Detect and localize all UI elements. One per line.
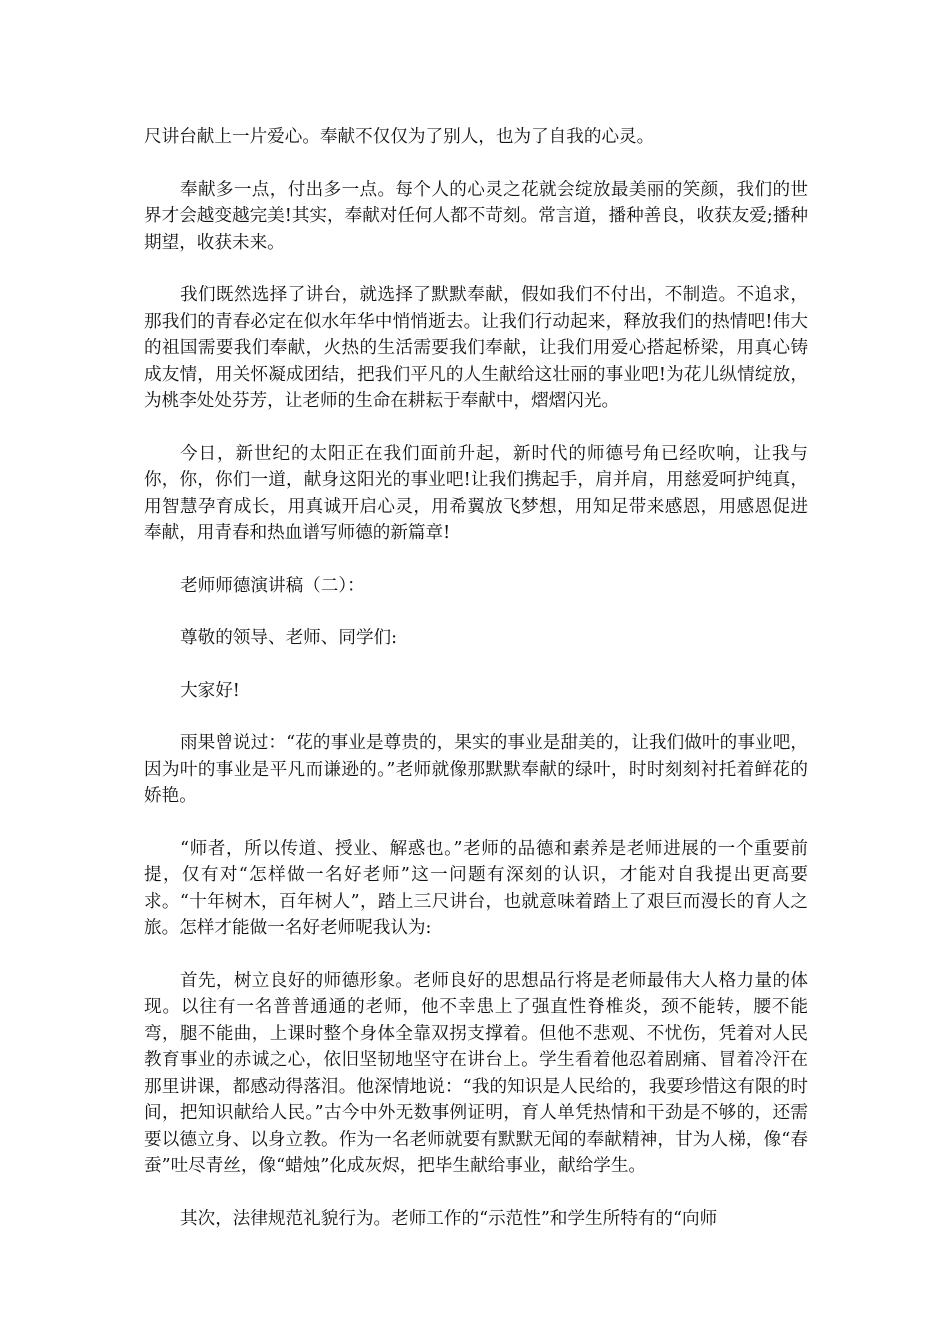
salutation: 尊敬的领导、老师、同学们: (180, 628, 398, 648)
paragraph: 我们既然选择了讲台，就选择了默默奉献，假如我们不付出，不制造。不追求，那我们的青春必定在似水年华中悄悄逝去。让我们行动起来，释放我们的热情吧!伟大的祖国需要我们奉献，火热的生活需要我们奉献，让我们用爱心搭起桥梁，用真心铸成友情，用关怀凝成团结，把我们平凡的人生献给这壮丽的事业吧!为花儿纵情绽放，为桃李处处芬芳，让老师的生命在耕耘于奉献中，熠熠闪光。 (144, 285, 808, 411)
paragraph: 雨果曾说过：“花的事业是尊贵的，果实的事业是甜美的，让我们做叶的事业吧，因为叶的事业是平凡而谦逊的。”老师就像那默默奉献的绿叶，时时刻刻衬托着鲜花的娇艳。 (144, 733, 808, 806)
paragraph: 首先，树立良好的师德形象。老师良好的思想品行将是老师最伟大人格力量的体现。以往有一名普普通通的老师，他不幸患上了强直性脊椎炎，颈不能转，腰不能弯，腿不能曲，上课时整个身体全靠双拐支撑着。但他不悲观、不忧伤，凭着对人民教育事业的赤诚之心，依旧坚韧地坚守在讲台上。学生看着他忍着剧痛、冒着冷汗在那里讲课，都感动得落泪。他深情地说：“我的知识是人民给的，我要珍惜这有限的时间，把知识献给人民。”古今中外无数事例证明，育人单凭热情和干劲是不够的，还需要以德立身、以身立教。作为一名老师就要有默默无闻的奉献精神，甘为人梯，像“春蚕”吐尽青丝，像“蜡烛”化成灰烬，把毕生献给事业，献给学生。 (144, 970, 808, 1176)
paragraph: 奉献多一点，付出多一点。每个人的心灵之花就会绽放最美丽的笑颜，我们的世界才会越变越完美!其实，奉献对任何人都不苛刻。常言道，播种善良，收获友爱;播种期望，收获未来。 (144, 179, 808, 253)
document-body (144, 124, 808, 1258)
paragraph: 尺讲台献上一片爱心。奉献不仅仅为了别人，也为了自我的心灵。 (144, 127, 655, 147)
paragraph: 其次，法律规范礼貌行为。老师工作的“示范性”和学生所特有的“向师 (180, 1208, 718, 1229)
greeting: 大家好! (180, 680, 240, 701)
section-heading: 老师师德演讲稿（二）： (180, 575, 365, 596)
paragraph: 今日，新世纪的太阳正在我们面前升起，新时代的师德号角已经吹响，让我与你，你，你们一道，献身这阳光的事业吧!让我们携起手，肩并肩，用慈爱呵护纯真，用智慧孕育成长，用真诚开启心灵，用希翼放飞梦想，用知足带来感恩，用感恩促进奉献，用青春和热血谱写师德的新篇章! (144, 443, 808, 543)
paragraph: “师者，所以传道、授业、解惑也。”老师的品德和素养是老师进展的一个重要前提，仅有对“怎样做一名好老师”这一问题有深刻的认识，才能对自我提出更高要求。“十年树木，百年树人”，踏上三尺讲台，也就意味着踏上了艰巨而漫长的育人之旅。怎样才能做一名好老师呢我认为: (144, 838, 808, 938)
